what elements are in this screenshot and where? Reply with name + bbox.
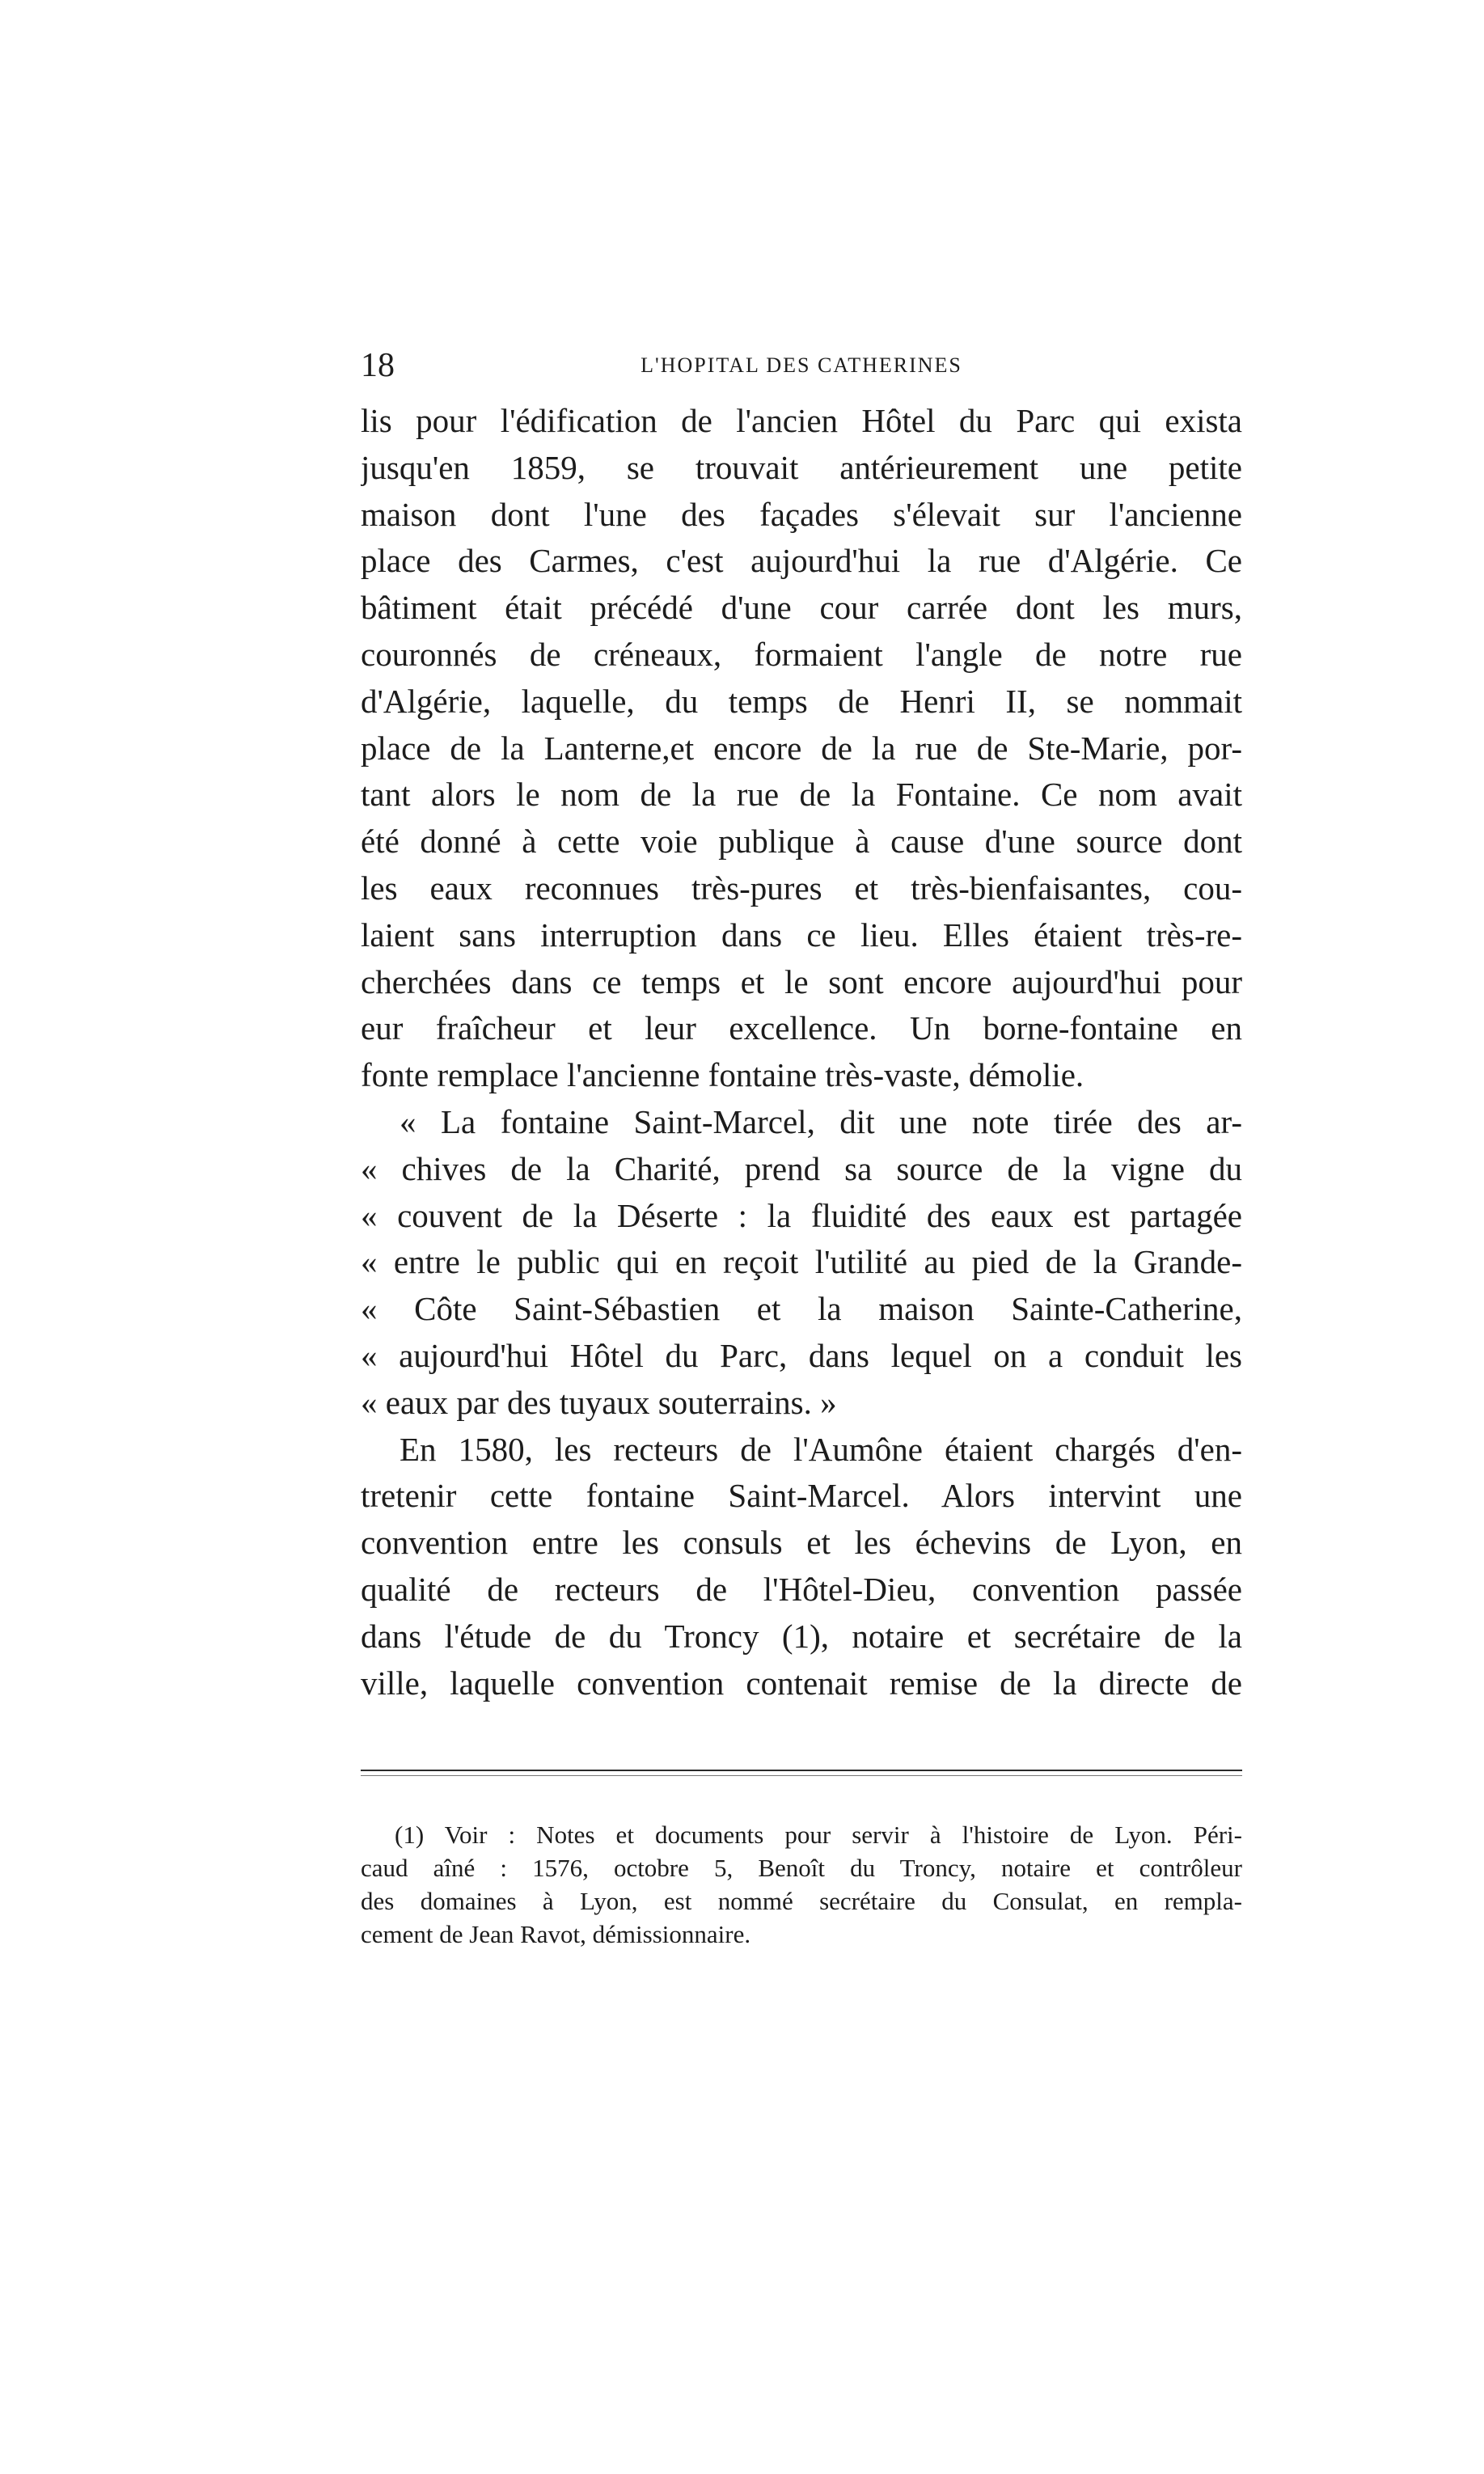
footnote-divider-thin [361,1775,1242,1776]
body-line: été donné à cette voie publique à cause d'une source dont [361,823,1242,861]
body-line: eur fraîcheur et leur excellence. Un borne-fontaine en [361,1009,1242,1047]
body-line: cherchées dans ce temps et le sont encore aujourd'hui pour [361,962,1242,1000]
body-line: place des Carmes, c'est aujourd'hui la rue d'Algérie. Ce [361,542,1242,580]
quote-line: « eaux par des tuyaux souterrains. » [361,1383,837,1421]
body-text [361,398,1242,1706]
body-line: fonte remplace l'ancienne fontaine très-vaste, démolie. [361,1056,1084,1094]
footnote-line: caud aîné : 1576, octobre 5, Benoît du Troncy, notaire et contrôleur [361,1854,1242,1882]
quote-line: « Côte Saint-Sébastien et la maison Sainte-Catherine, [361,1290,1242,1328]
quote-line: « chives de la Charité, prend sa source de la vigne du [361,1149,1242,1187]
running-title: L'HOPITAL DES CATHERINES [641,353,962,377]
footnote-line: (1) Voir : Notes et documents pour servir à l'histoire de Lyon. Péri- [395,1821,1242,1849]
footnote-line: cement de Jean Ravot, démissionnaire. [361,1920,751,1948]
body-line: laient sans interruption dans ce lieu. Elles étaient très-re- [361,916,1242,954]
body-line: qualité de recteurs de l'Hôtel-Dieu, convention passée [361,1570,1242,1608]
body-line: En 1580, les recteurs de l'Aumône étaient chargés d'en- [400,1430,1242,1468]
quote-line: « La fontaine Saint-Marcel, dit une note tirée des ar- [400,1102,1242,1140]
footnote-divider [361,1770,1242,1771]
body-line: jusqu'en 1859, se trouvait antérieurement une petite [361,448,1242,486]
page-number: 18 [361,347,395,384]
page-header [361,343,1242,388]
body-line: maison dont l'une des façades s'élevait sur l'ancienne [361,495,1242,533]
quote-line: « entre le public qui en reçoit l'utilité au pied de la Grande- [361,1243,1242,1281]
body-line: convention entre les consuls et les échevins de Lyon, en [361,1524,1242,1562]
quote-line: « couvent de la Déserte : la fluidité des eaux est partagée [361,1196,1242,1234]
body-line: lis pour l'édification de l'ancien Hôtel du Parc qui exista [361,402,1242,439]
body-line: les eaux reconnues très-pures et très-bienfaisantes, cou- [361,869,1242,907]
body-line: dans l'étude de du Troncy (1), notaire et secrétaire de la [361,1617,1242,1655]
footnote-line: des domaines à Lyon, est nommé secrétaire du Consulat, en rempla- [361,1887,1242,1915]
quote-line: « aujourd'hui Hôtel du Parc, dans lequel on a conduit les [361,1336,1242,1374]
body-line: place de la Lanterne,et encore de la rue de Ste-Marie, por- [361,729,1242,767]
body-line: tretenir cette fontaine Saint-Marcel. Alors intervint une [361,1477,1242,1515]
body-line: tant alors le nom de la rue de la Fontaine. Ce nom avait [361,776,1242,814]
body-line: ville, laquelle convention contenait remise de la directe de [361,1664,1242,1702]
footnote [361,1818,1242,1951]
body-line: d'Algérie, laquelle, du temps de Henri II, se nommait [361,682,1242,720]
body-line: couronnés de créneaux, formaient l'angle de notre rue [361,635,1242,673]
body-line: bâtiment était précédé d'une cour carrée dont les murs, [361,589,1242,627]
